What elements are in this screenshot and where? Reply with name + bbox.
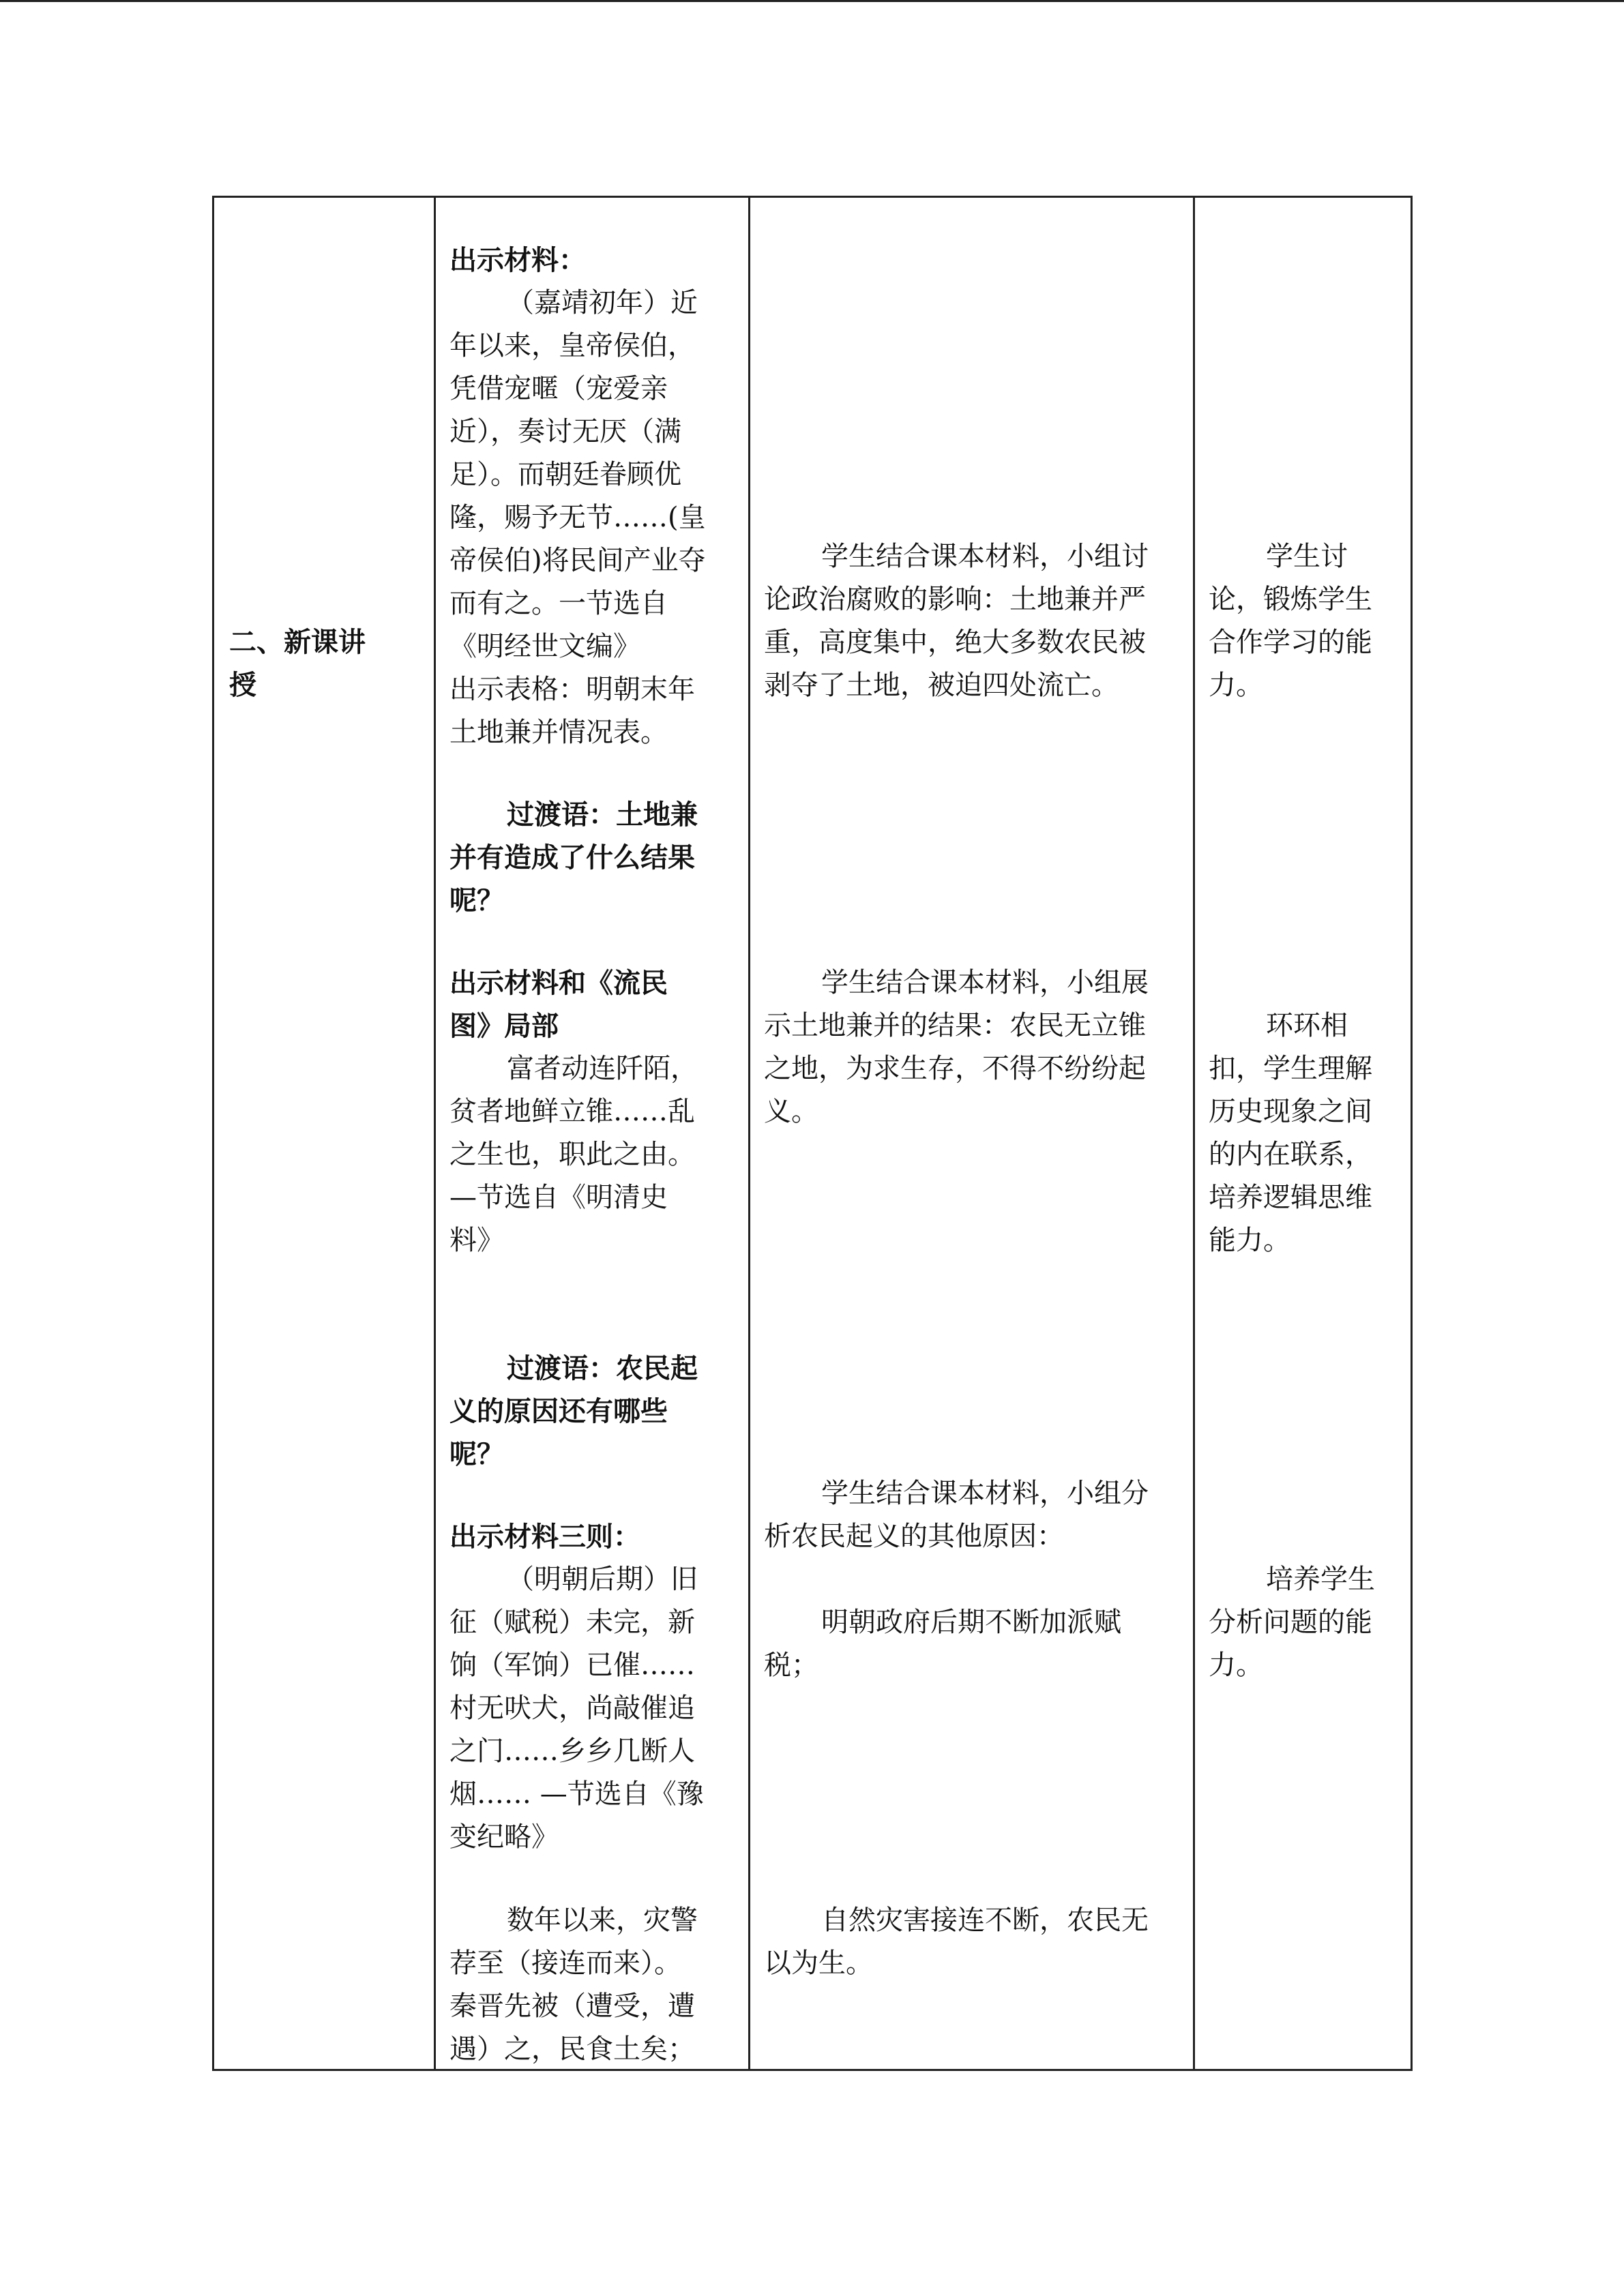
material-block-4: 数年以来，灾警 荐至（接连而来）。 秦晋先被（遭受，遭 遇）之，民食土矣； bbox=[449, 1905, 698, 2065]
student-activity-2: 学生结合课本材料，小组展 示土地兼并的结果：农民无立锥 之地，为求生存，不得不纷纷起 义。 bbox=[764, 967, 1149, 1127]
column-divider bbox=[1193, 198, 1195, 2069]
design-intent-2: 环环相 扣，学生理解 历史现象之间 的内在联系， 培养逻辑思维 能力。 bbox=[1209, 1010, 1372, 1256]
column-divider bbox=[434, 198, 436, 2069]
page-top-border bbox=[0, 0, 1624, 2]
material-block-1: 出示材料： （嘉靖初年）近 年以来，皇帝侯伯， 凭借宠暱（宠爱亲 近），奏讨无厌（满 足）。而朝廷眷顾优 隆，赐予无节……(皇 帝侯伯)将民间产业夺 而有之。一节选自 《明经世文编》 出示表格：明朝末年 土地兼并情况表。 bbox=[449, 244, 706, 748]
material-block-2: 出示材料和《流民 图》局部 富者动连阡陌， 贫者地鲜立锥……乱 之生也，职此之由。 —节选自《明清史 料》 bbox=[449, 967, 698, 1256]
student-activity-4: 明朝政府后期不断加派赋 税； bbox=[764, 1607, 1121, 1681]
student-activity-3: 学生结合课本材料，小组分 析农民起义的其他原因： bbox=[764, 1478, 1149, 1552]
material-block-3: 出示材料三则： （明朝后期）旧 征（赋税）未完，新 饷（军饷）已催…… 村无吠犬，尚敲催追 之门……乡乡几断人 烟…… —节选自《豫 变纪略》 bbox=[449, 1521, 704, 1853]
design-intent-1: 学生讨 论，锻炼学生 合作学习的能 力。 bbox=[1209, 541, 1372, 701]
design-intent-3: 培养学生 分析问题的能 力。 bbox=[1209, 1564, 1375, 1681]
section-title: 二、新课讲 授 bbox=[229, 626, 366, 701]
student-activity-1: 学生结合课本材料，小组讨 论政治腐败的影响：土地兼并严 重，高度集中，绝大多数农民被 剥夺了土地，被迫四处流亡。 bbox=[764, 541, 1149, 701]
transition-1: 过渡语：土地兼 并有造成了什么结果 呢？ bbox=[449, 799, 698, 916]
transition-2: 过渡语：农民起 义的原因还有哪些 呢？ bbox=[449, 1352, 698, 1470]
student-activity-5: 自然灾害接连不断，农民无 以为生。 bbox=[764, 1905, 1149, 1979]
lesson-table bbox=[212, 196, 1413, 2071]
